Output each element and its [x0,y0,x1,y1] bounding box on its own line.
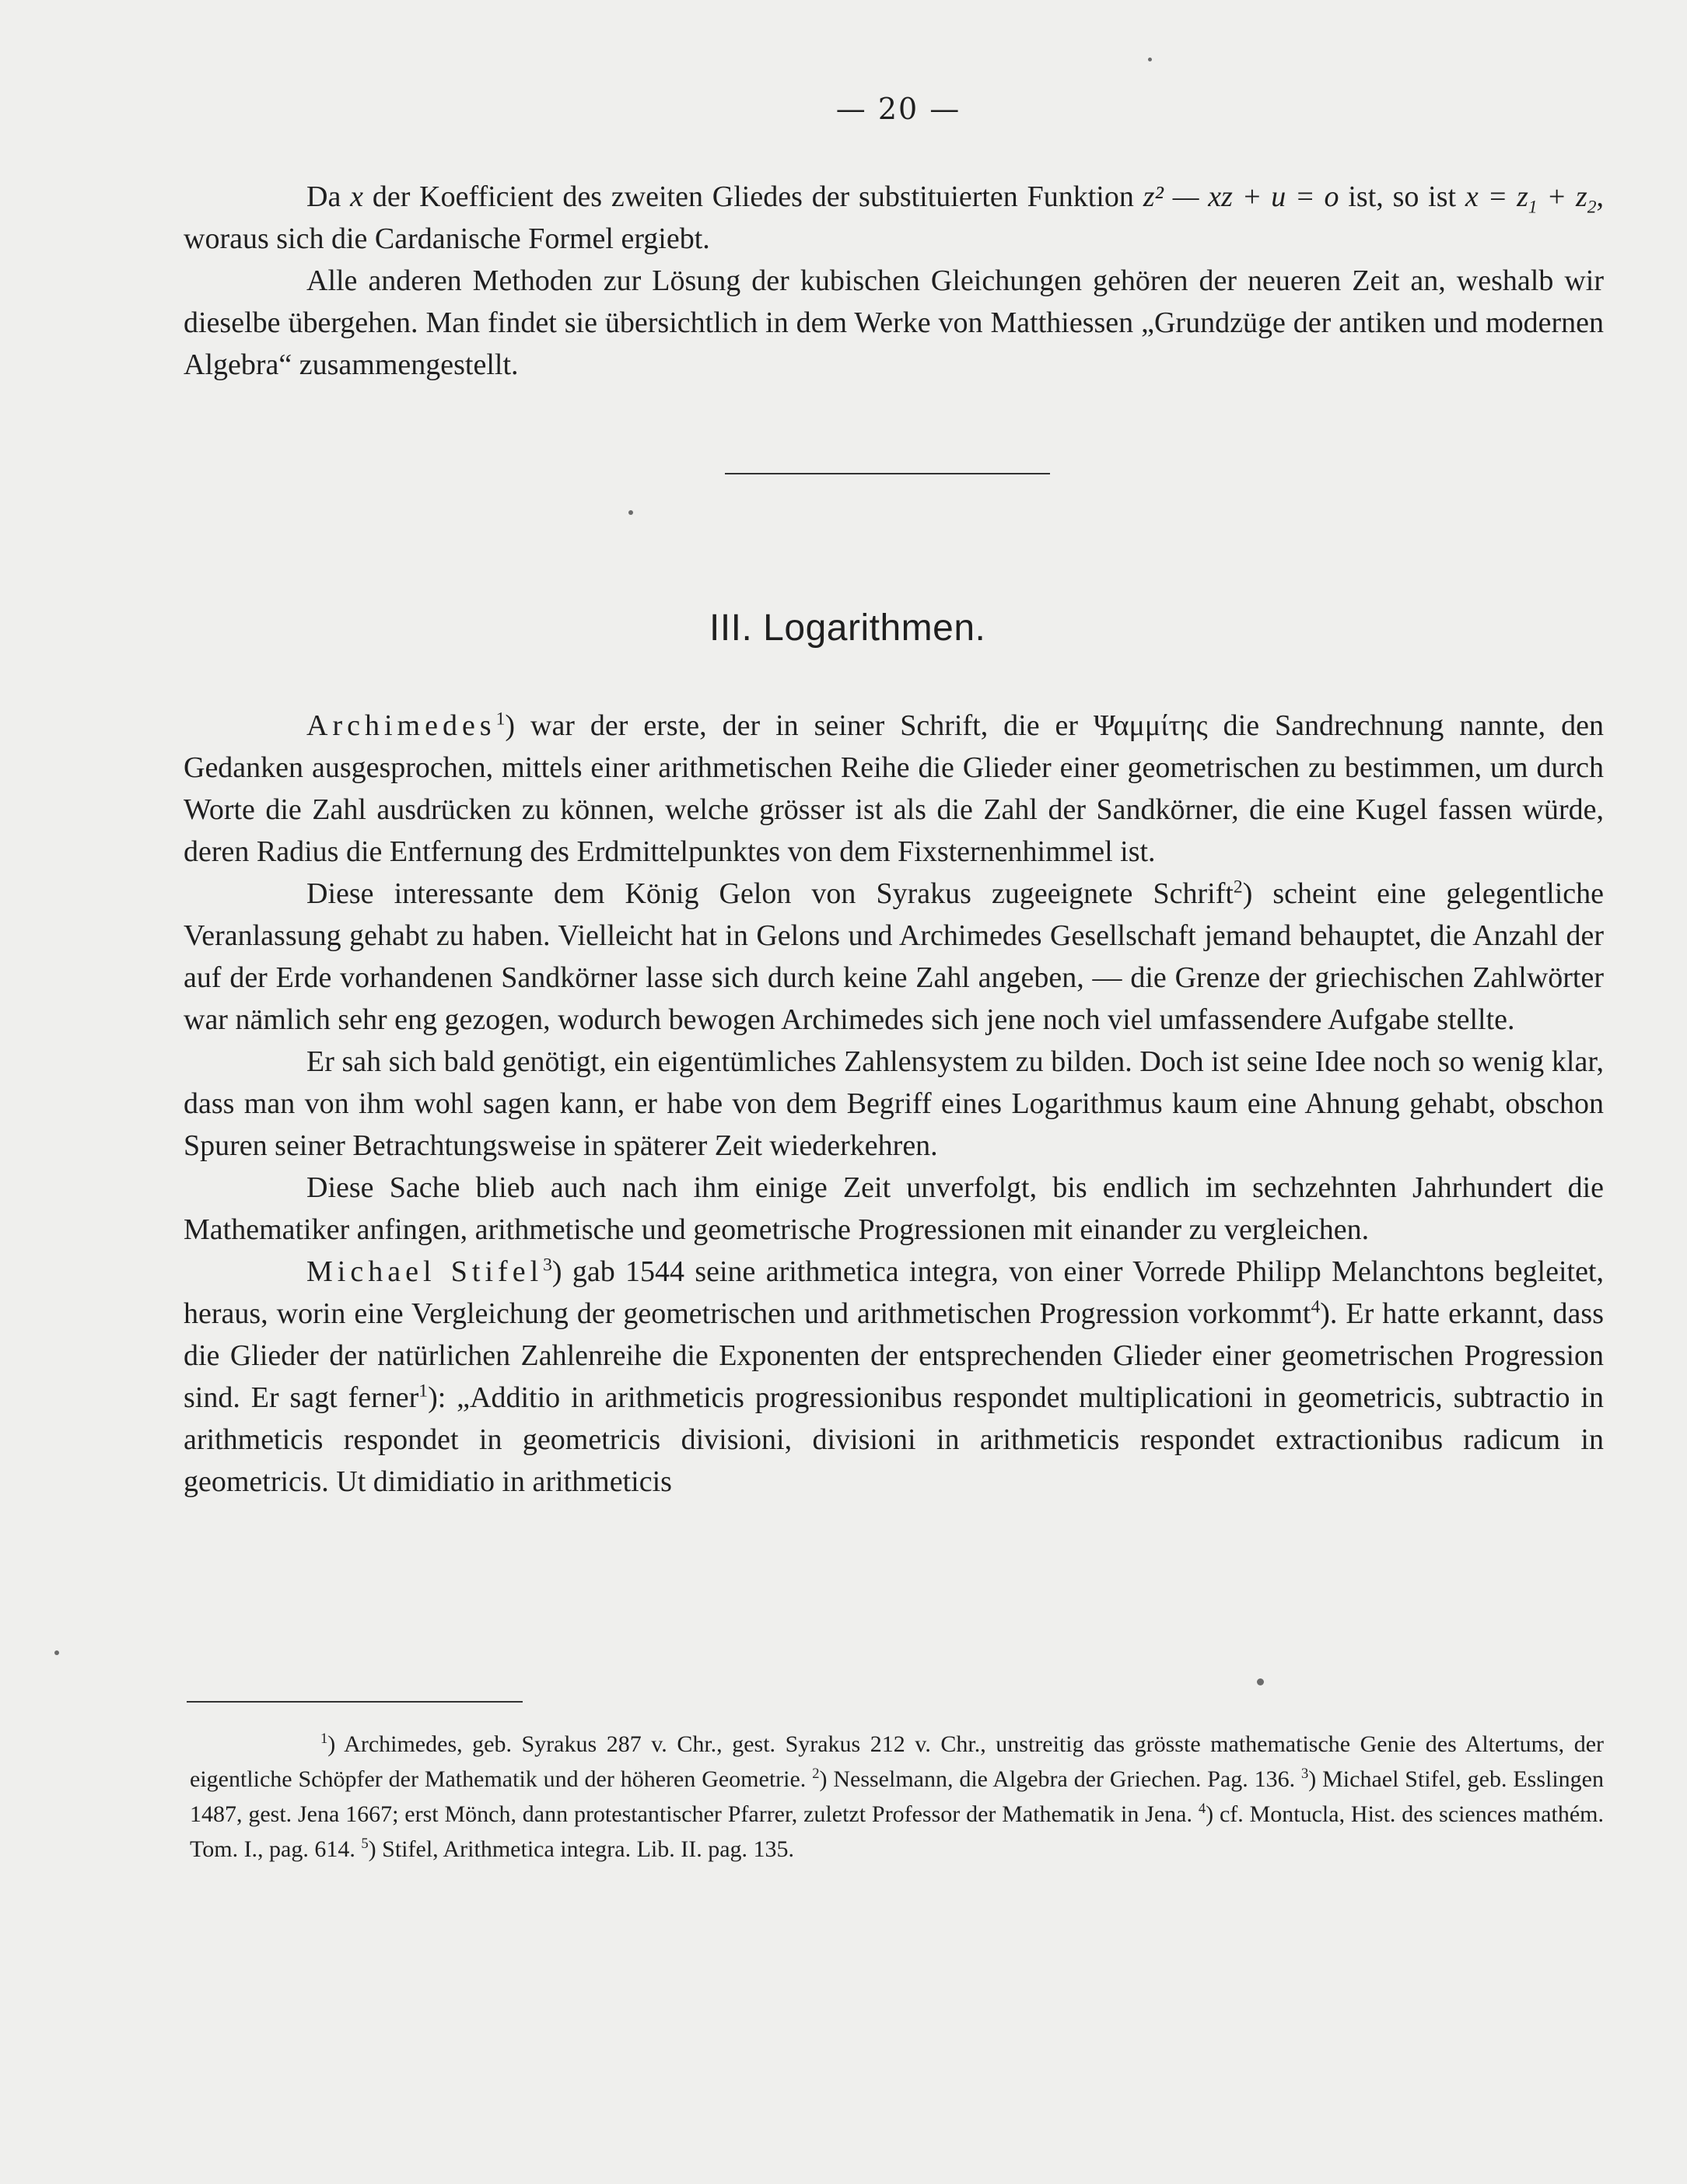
footnote-2: ) Nesselmann, die Algebra der Griechen. Pag. 136. [819,1766,1301,1792]
main-paragraph-1: Archimedes$^1$) war der erste, der in seiner Schrift, die er Ψαμμίτης die Sandrechnung nannte, den Gedanken ausgesprochen, mittels einer arithmetischen Reihe die Glieder einer geometrischen zu bestimmen, um durch Worte die Zahl ausdrücken zu können, welche grösser ist als die Zahl der Sandkörner, die eine Kugel fassen würde, deren Radius die Entfernung des Erdmittelpunktes von dem Fixsternenhimmel ist. [184,709,1604,868]
footnotes [190,1727,1604,1867]
main-paragraph-3: Er sah sich bald genötigt, ein eigentümliches Zahlensystem zu bilden. Doch ist seine Idee noch so wenig klar, dass man von ihm wohl sagen kann, er habe von dem Begriff eines Logarithmus kaum eine Ahnung gehabt, obschon Spuren seiner Betrachtungsweise in späterer Zeit wiederkehren. [184,1045,1604,1162]
scan-speck [54,1650,59,1655]
intro-text [184,176,1604,386]
footnote-divider [187,1701,523,1703]
scan-speck [628,510,633,515]
intro-paragraph-2: Alle anderen Methoden zur Lösung der kubischen Gleichungen gehören der neueren Zeit an, weshalb wir dieselbe übergehen. Man findet sie übersichtlich in dem Werke von Matthiessen „Grundzüge der antiken und modernen Algebra“ zusammengestellt. [184,264,1604,381]
footnote-4: ) cf. Montucla, Hist. des sciences mathém. Tom. I., pag. 614. [190,1801,1604,1862]
scan-speck [1257,1678,1264,1685]
main-paragraph-4: Diese Sache blieb auch nach ihm einige Zeit unverfolgt, bis endlich im sechzehnten Jahrhundert die Mathematiker anfingen, arithmetische und geometrische Progressionen mit einander zu vergleichen. [184,1171,1604,1246]
page-number: — 20 — [835,92,961,126]
section-divider [725,473,1050,474]
section-heading: III. Logarithmen. [709,607,986,649]
cardano-relation-formula: $x = z_1 + z_2$ [1465,180,1597,218]
intro-paragraph-1: Da x der Koefficient des zweiten Gliedes der substituierten Funktion z² — xz + u = o ist, so ist $x = z_1 + z_2$, woraus sich die Cardanische Formel ergiebt. [184,180,1605,255]
footnote-5: ) Stifel, Arithmetica integra. Lib. II. pag. 135. [368,1836,795,1862]
footnote-3: ) Michael Stifel, geb. Esslingen 1487, gest. Jena 1667; erst Mönch, dann protestantischer Pfarrer, zuletzt Professor der Mathematik in Jena. [190,1766,1604,1827]
main-paragraph-5: Michael Stifel$^3$) gab 1544 seine arithmetica integra, von einer Vorrede Philipp Melanchtons begleitet, heraus, worin eine Vergleichung der geometrischen und arithmetischen Progression vorkommt$^4$). Er hatte erkannt, dass die Glieder der natürlichen Zahlenreihe die Exponenten der entsprechenden Glieder einer geometrischen Progression sind. Er sagt ferner$^1$): „Additio in arithmeticis progressionibus respondet multiplicationi in geometricis, subtractio in arithmeticis respondet in geometricis divisioni, divisioni in arithmeticis respondet extractionibus radicum in geometricis. Ut dimidiatio in arithmeticis [184,1255,1604,1498]
footnote-list: $^1$) Archimedes, geb. Syrakus 287 v. Chr., gest. Syrakus 212 v. Chr., unstreitig das grösste mathematische Genie des Altertums, der eigentliche Schöpfer der Mathematik und der höheren Geometrie. $^2$) Nesselmann, die Algebra der Griechen. Pag. 136. $^3$) Michael Stifel, geb. Esslingen 1487, gest. Jena 1667; erst Mönch, dann protestantischer Pfarrer, zuletzt Professor der Mathematik in Jena. $^4$) cf. Montucla, Hist. des sciences mathém. Tom. I., pag. 614. $^5$) Stifel, Arithmetica integra. Lib. II. pag. 135. [190,1731,1604,1862]
substituted-function-formula: z² — xz + u = o [1143,180,1339,213]
main-text [184,705,1604,1503]
footnote-1: ) Archimedes, geb. Syrakus 287 v. Chr., gest. Syrakus 212 v. Chr., unstreitig das grösste mathematische Genie des Altertums, der eigentliche Schöpfer der Mathematik und der höheren Geometrie. [190,1731,1604,1792]
scan-speck [1148,58,1152,61]
main-paragraph-2: Diese interessante dem König Gelon von Syrakus zugeeignete Schrift$^2$) scheint eine gelegentliche Veranlassung gehabt zu haben. Vielleicht hat in Gelons und Archimedes Gesellschaft jemand behauptet, die Anzahl der auf der Erde vorhandenen Sandkörner lasse sich durch keine Zahl angeben, — die Grenze der griechischen Zahlwörter war nämlich sehr eng gezogen, wodurch bewogen Archimedes sich jene noch viel umfassendere Aufgabe stellte. [184,877,1604,1036]
